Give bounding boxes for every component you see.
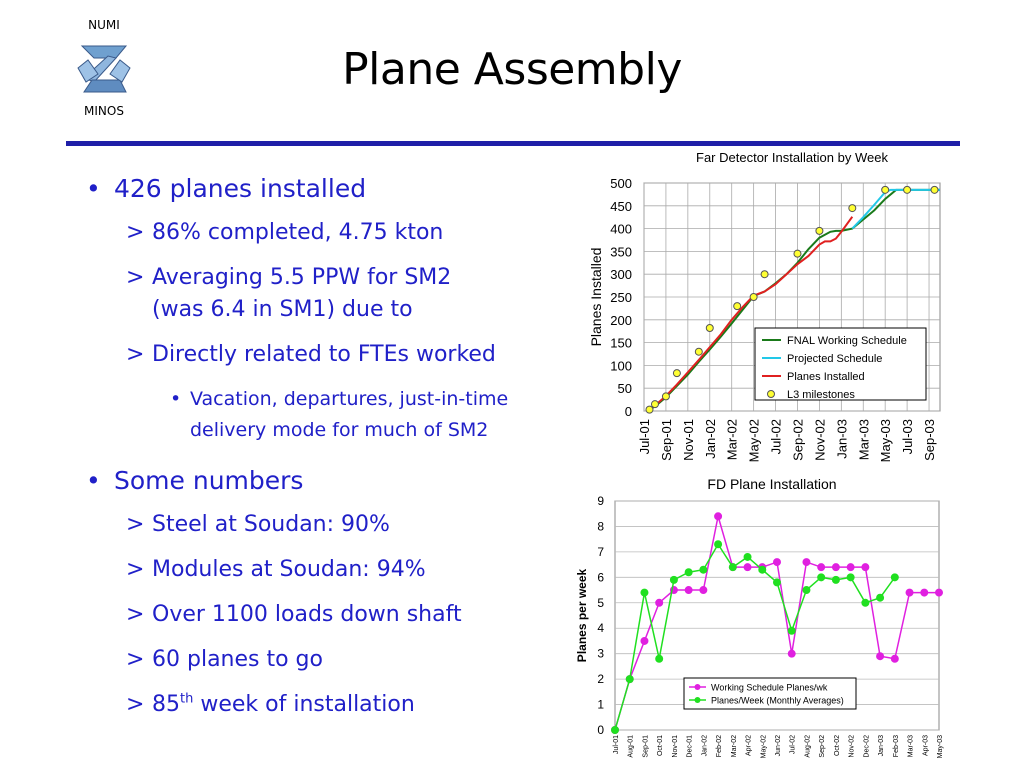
chart1-legend-label: Planes Installed: [787, 371, 865, 383]
chart2-x-tick-label: Feb-03: [892, 735, 900, 758]
chart1-y-tick-label: 400: [610, 221, 632, 237]
chart2-data-point: [656, 655, 663, 662]
chart2-x-tick-label: Jan-02: [701, 735, 709, 757]
chart2-x-tick-label: Jul-02: [789, 735, 797, 755]
chart2-x-tick-label: May-02: [760, 735, 768, 759]
chart2-x-tick-label: Sep-02: [819, 735, 827, 758]
chart2-x-tick-label: Feb-02: [716, 735, 724, 758]
chart2-data-point: [641, 589, 648, 596]
bullet-ftes: > Directly related to FTEs worked: [126, 341, 496, 367]
chart2-x-tick-label: Apr-03: [922, 735, 930, 757]
chart1-x-tick-label: Nov-01: [680, 419, 696, 461]
chart1-y-tick-label: 250: [610, 290, 632, 305]
chart2-data-point: [877, 594, 884, 601]
chart2-data-point: [818, 574, 825, 581]
chart2-x-tick-label: Dec-01: [686, 735, 694, 758]
chart1-milestone-point: [706, 325, 713, 332]
bullet-steel: > Steel at Soudan: 90%: [126, 512, 390, 538]
chart2-x-tick-label: Sep-01: [642, 735, 650, 758]
logo-bottom-text: MINOS: [84, 104, 124, 118]
chart2-y-tick-label: 9: [597, 494, 604, 508]
chart2-x-tick-label: Oct-01: [657, 735, 665, 757]
bullet-planes-to-go: > 60 planes to go: [126, 646, 323, 672]
chart1-x-tick-label: May-03: [878, 419, 894, 463]
chart2-data-point: [832, 564, 839, 571]
chart2-y-tick-label: 0: [597, 723, 604, 737]
chart1-x-tick-label: Jul-03: [900, 419, 916, 455]
chart1-legend-label: FNAL Working Schedule: [787, 335, 907, 347]
chart2-x-tick-label: Mar-02: [730, 735, 738, 758]
chart2-data-point: [862, 599, 869, 606]
chart2-data-point: [891, 574, 898, 581]
chart2-data-point: [685, 569, 692, 576]
chart1-y-tick-label: 350: [610, 244, 632, 260]
chart1-milestone-point: [794, 250, 801, 257]
chart1-y-tick-label: 100: [610, 358, 632, 374]
chart1-milestone-point: [882, 186, 889, 193]
chart2-x-tick-label: Oct-02: [833, 735, 841, 757]
bullet-modules: > Modules at Soudan: 94%: [126, 557, 426, 583]
chart2-x-tick-label: Jan-03: [878, 735, 886, 757]
chart2-y-tick-label: 1: [597, 697, 604, 712]
chart2-data-point: [936, 589, 943, 596]
chart2-y-tick-label: 7: [597, 544, 604, 559]
bullet-averaging: > Averaging 5.5 PPW for SM2 (was 6.4 in SM1) due to: [126, 264, 452, 322]
chart2-data-point: [774, 559, 781, 566]
chart2-x-tick-label: May-03: [937, 735, 944, 759]
chart1-x-tick-label: Jan-02: [702, 419, 718, 459]
chart2-data-point: [715, 541, 722, 548]
chart2-y-tick-label: 3: [597, 646, 604, 661]
bullet-week: > 85th week of installation: [126, 691, 415, 717]
chart2-data-point: [803, 559, 810, 566]
chart1-x-axis-label: FD Plane Installation: [707, 476, 837, 490]
chart1-x-tick-label: Sep-02: [790, 419, 806, 461]
chart1-milestone-point: [673, 370, 680, 377]
chart2-legend-label: Working Schedule Planes/wk: [711, 682, 828, 693]
chart2-x-tick-label: Jun-02: [775, 735, 782, 757]
logo-top-text: NUMI: [88, 18, 120, 32]
chart1-milestone-point: [750, 294, 757, 301]
chart1-x-tick-label: Jul-01: [637, 419, 652, 455]
chart2-data-point: [921, 589, 928, 596]
chart1-x-tick-label: Mar-02: [724, 419, 740, 461]
chart1-x-tick-label: Sep-01: [658, 419, 674, 461]
chart2-x-tick-label: Aug-02: [804, 735, 812, 758]
planes-per-week-chart: [570, 490, 950, 768]
chart1-milestone-point: [646, 406, 653, 413]
chart2-data-point: [788, 650, 795, 657]
chart1-milestone-point: [761, 271, 768, 278]
chart2-data-point: [847, 564, 854, 571]
chart2-data-point: [744, 564, 751, 571]
chart2-data-point: [700, 566, 707, 573]
bullet-vacation: • Vacation, departures, just-in-time delivery mode for much of SM2: [170, 387, 509, 441]
chart2-data-point: [700, 587, 707, 594]
chart2-data-point: [877, 653, 884, 660]
chart2-data-point: [744, 553, 751, 560]
chart2-y-tick-label: 2: [597, 672, 604, 687]
chart2-data-point: [685, 587, 692, 594]
chart1-y-axis-label: Planes Installed: [588, 247, 604, 347]
chart2-data-point: [612, 727, 619, 734]
chart2-x-tick-label: Dec-02: [863, 735, 871, 758]
chart2-y-tick-label: 6: [597, 570, 604, 585]
chart1-milestone-point: [734, 303, 741, 310]
chart2-legend-marker: [695, 684, 701, 690]
chart1-y-tick-label: 450: [610, 198, 632, 214]
chart2-data-point: [818, 564, 825, 571]
bullet-completed: > 86% completed, 4.75 kton: [126, 220, 444, 245]
chart2-data-point: [641, 637, 648, 644]
chart1-milestone-point: [695, 348, 702, 355]
chart2-data-point: [906, 589, 913, 596]
chart2-data-point: [774, 579, 781, 586]
chart1-milestone-point: [816, 227, 823, 234]
chart2-data-point: [891, 655, 898, 662]
chart1-y-tick-label: 0: [624, 404, 632, 419]
chart2-data-point: [715, 513, 722, 520]
chart2-x-tick-label: Nov-02: [848, 735, 856, 758]
chart2-data-point: [670, 576, 677, 583]
bullet-some-numbers: • Some numbers: [86, 466, 304, 496]
chart2-data-point: [656, 599, 663, 606]
chart1-milestone-point: [904, 186, 911, 193]
chart1-x-tick-label: Jan-03: [834, 419, 850, 459]
chart1-legend-swatch: [768, 391, 775, 398]
chart1-legend-label: Projected Schedule: [787, 353, 883, 365]
chart2-data-point: [729, 564, 736, 571]
bullet-planes-installed: • 426 planes installed: [86, 174, 367, 203]
chart2-data-point: [832, 576, 839, 583]
chart1-y-tick-label: 300: [610, 267, 632, 283]
chart2-y-tick-label: 5: [597, 595, 604, 610]
chart1-x-tick-label: Sep-03: [922, 419, 938, 461]
chart1-y-tick-label: 50: [617, 381, 632, 397]
chart2-data-point: [626, 676, 633, 683]
chart2-x-tick-label: Jul-01: [613, 735, 620, 755]
chart2-data-point: [862, 564, 869, 571]
chart2-x-tick-label: Nov-01: [671, 735, 679, 758]
chart2-y-tick-label: 8: [597, 519, 604, 534]
chart2-data-point: [788, 627, 795, 634]
page-title: Plane Assembly: [342, 44, 682, 95]
chart2-data-point: [847, 574, 854, 581]
chart2-data-point: [759, 566, 766, 573]
chart1-y-tick-label: 150: [610, 335, 632, 351]
chart1-x-tick-label: Nov-02: [812, 419, 828, 461]
chart1-milestone-point: [849, 205, 856, 212]
chart1-y-tick-label: 200: [610, 312, 632, 328]
chart1-milestone-point: [931, 186, 938, 193]
bullet-loads: > Over 1100 loads down shaft: [126, 602, 462, 628]
chart2-y-axis-label: Planes per week: [575, 568, 589, 663]
bullet-list: [86, 174, 566, 734]
chart1-legend-label: L3 milestones: [787, 389, 855, 401]
chart2-x-tick-label: Mar-03: [907, 735, 915, 758]
chart2-legend-marker: [695, 697, 701, 703]
chart2-y-tick-label: 4: [597, 621, 604, 636]
chart1-x-tick-label: May-02: [746, 419, 762, 463]
chart2-x-tick-label: Apr-02: [745, 735, 753, 757]
chart2-data-point: [803, 587, 810, 594]
installation-by-week-chart: [574, 146, 954, 490]
chart1-milestone-point: [651, 401, 658, 408]
chart1-milestone-point: [662, 393, 669, 400]
chart1-x-tick-label: Jul-02: [768, 419, 784, 455]
chart2-legend-label: Planes/Week (Monthly Averages): [711, 695, 844, 706]
chart1-x-tick-label: Mar-03: [856, 419, 872, 461]
chart2-x-tick-label: Aug-01: [627, 735, 635, 758]
chart1-y-tick-label: 500: [610, 176, 632, 191]
chart1-title: Far Detector Installation by Week: [696, 150, 888, 165]
